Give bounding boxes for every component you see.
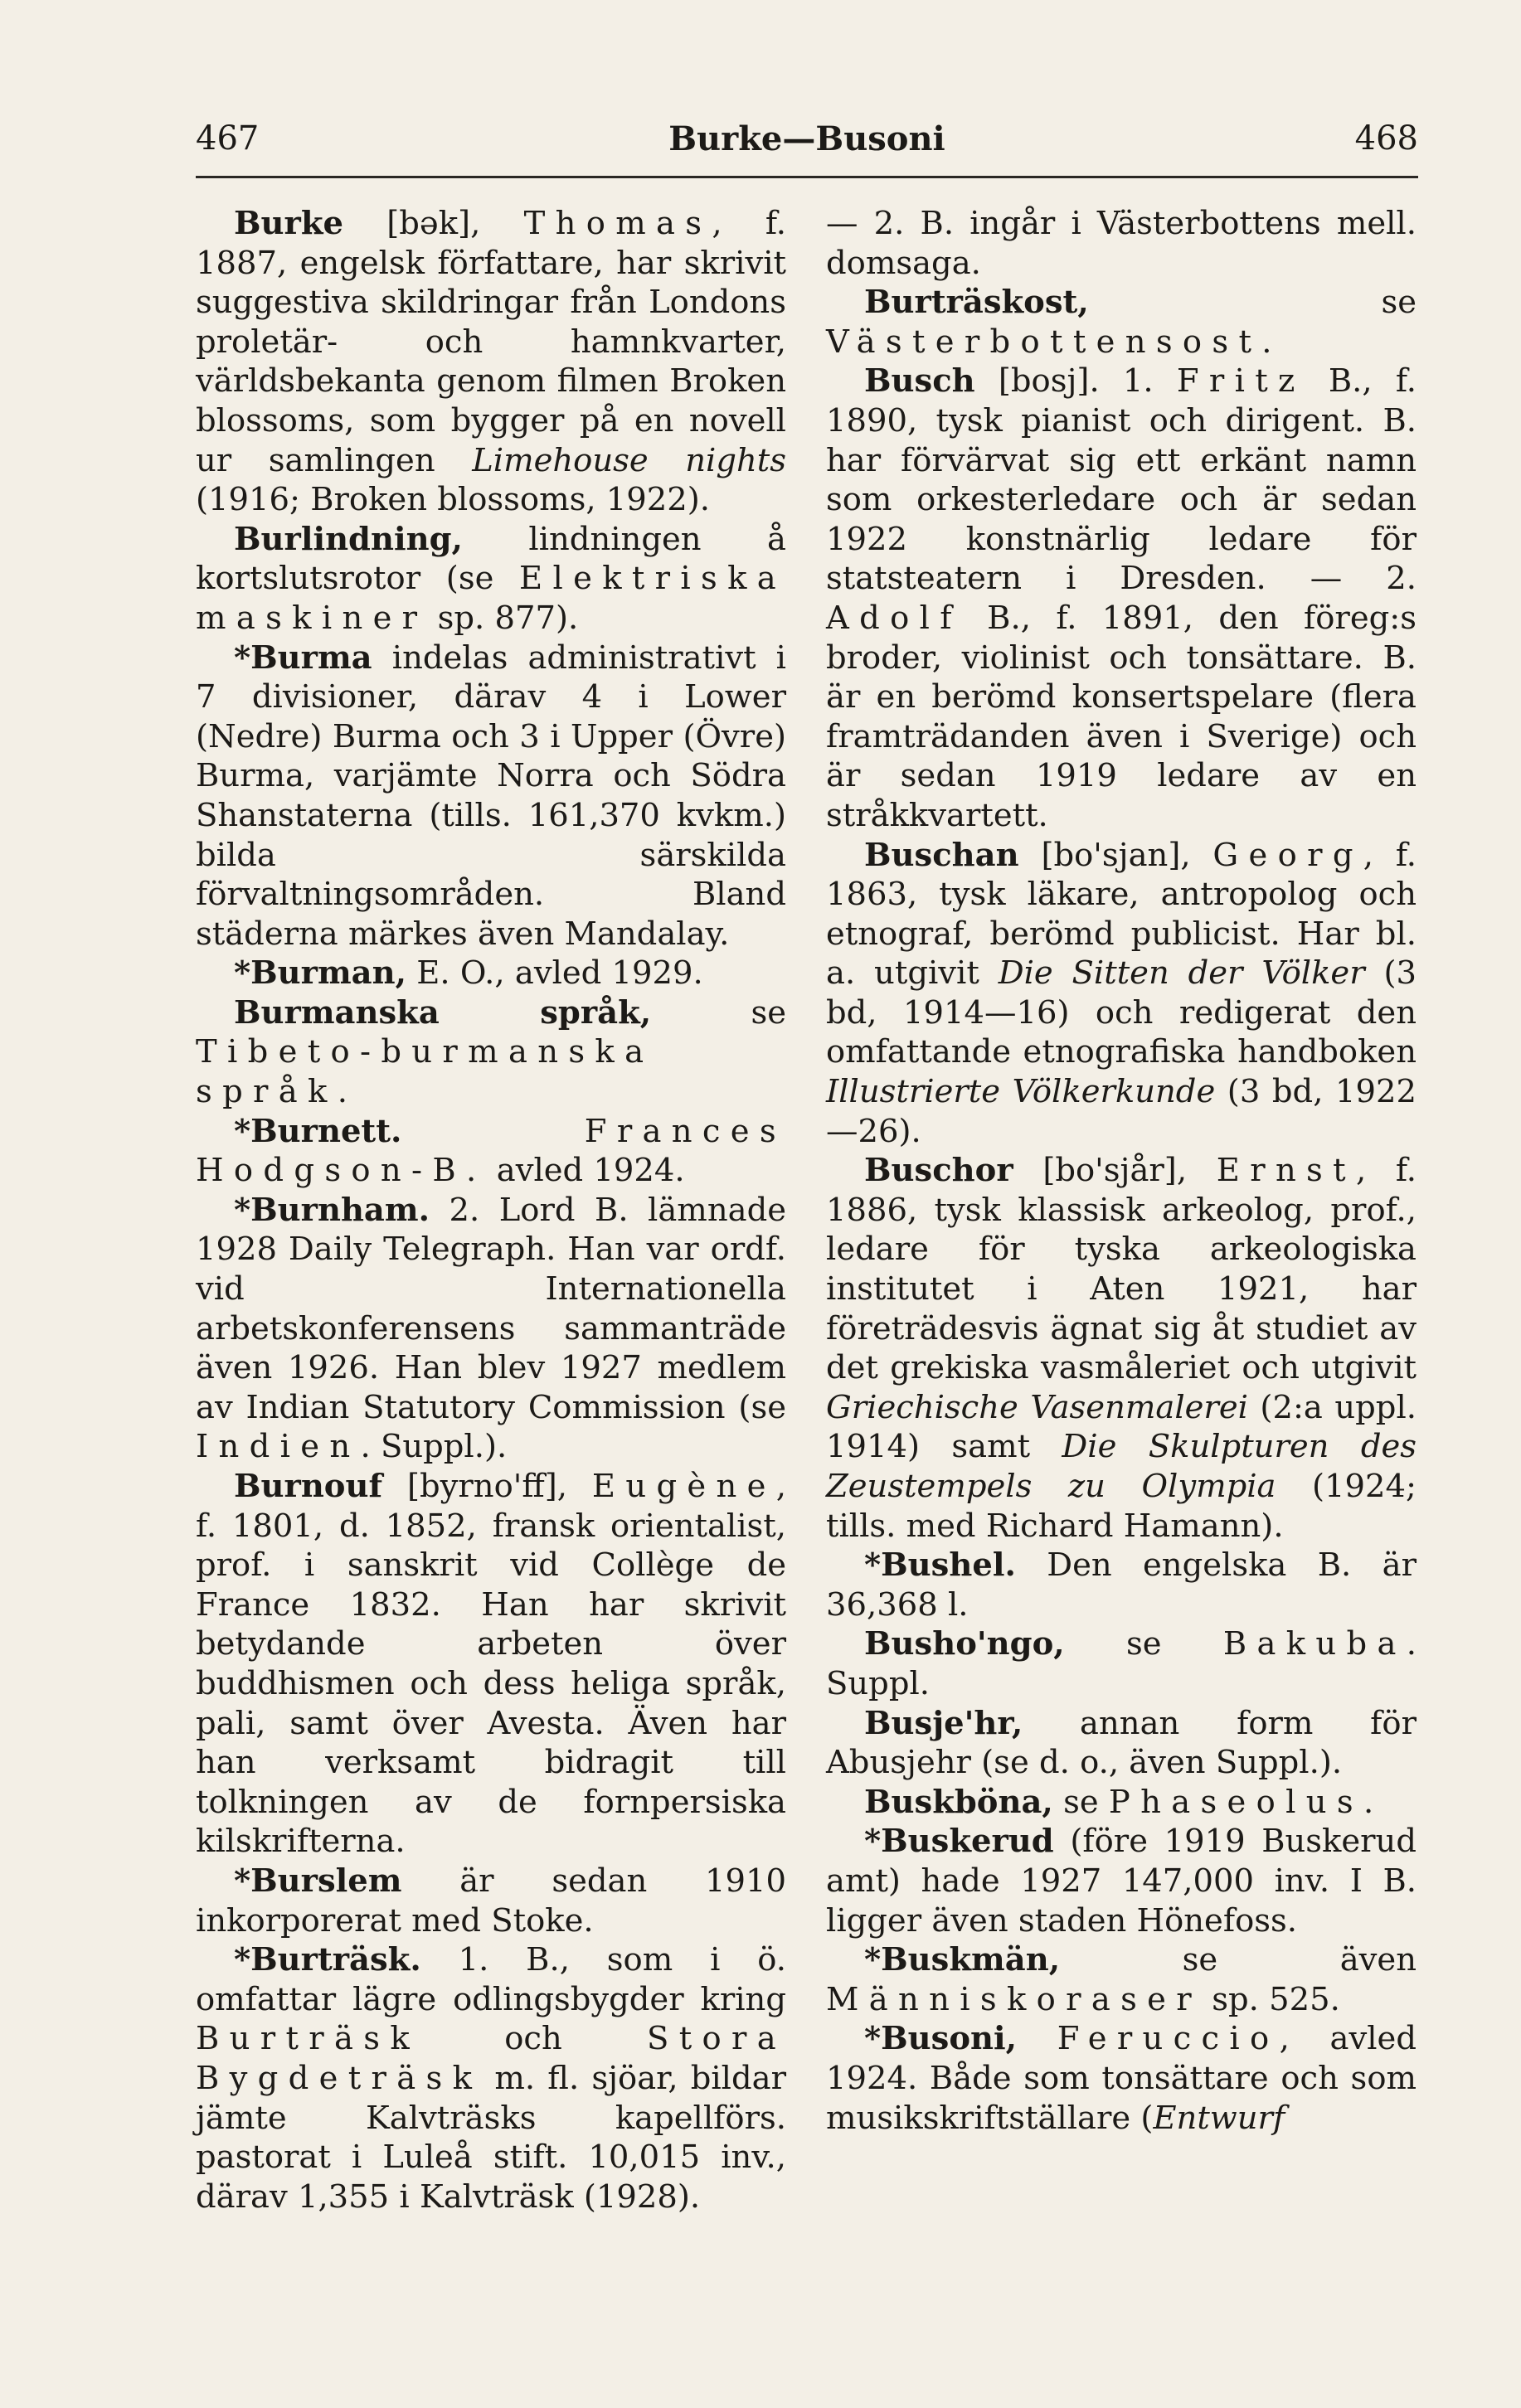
dictionary-entry: *Buskmän, se även Människoraser sp. 525.: [826, 1941, 1417, 2018]
spaced-name: Adolf: [826, 599, 962, 637]
entry-headword: Burmanska språk,: [234, 993, 652, 1032]
entry-headword: *Bushel.: [864, 1546, 1016, 1585]
dictionary-entry: Burträskost, se Västerbottensost.: [826, 284, 1417, 361]
entry-headword: Burnouf: [234, 1468, 383, 1505]
spaced-name: Människoraser: [826, 1980, 1203, 2018]
italic-title: Die Sitten der Völker: [998, 954, 1365, 993]
spaced-name: Elektriska maskiner: [196, 560, 786, 637]
running-title: Burke—Busoni: [668, 119, 945, 158]
dictionary-entry: *Burslem är sedan 1910 inkorporerat med Stoke.: [196, 1862, 786, 1940]
entry-headword: *Burnham.: [234, 1191, 430, 1229]
italic-title: Griechische Vasenmalerei: [826, 1388, 1248, 1426]
entry-headword: Buschor: [864, 1152, 1013, 1190]
spaced-name: Tibeto-burmanska språk: [196, 1033, 654, 1111]
entry-headword: *Burslem: [234, 1862, 402, 1900]
dictionary-entry: Busje'hr, annan form för Abusjehr (se d. o., även Suppl.).: [826, 1704, 1417, 1782]
dictionary-entry: Buschor [bo'sjår], Ernst, f. 1886, tysk klassisk arkeolog, prof., ledare för tyska arkeologiska institutet i Aten 1921, har företrädesvis ägnat sig åt studiet av det grekiska vasmåleriet och utgivit Griechische Vasenmalerei (2:a uppl. 1914) samt Die Skulpturen des Zeustempels zu Olympia (1924; tills. med Richard Hamann).: [826, 1152, 1417, 1545]
spaced-name: Ernst: [1216, 1152, 1356, 1190]
dictionary-entry: *Bushel. Den engelska B. är 36,368 l.: [826, 1546, 1417, 1624]
dictionary-entry: Busch [bosj]. 1. Fritz B., f. 1890, tysk pianist och dirigent. B. har förvärvat sig ett erkänt namn som orkesterledare och är sedan 1922 konstnärlig ledare för statsteatern i Dresden. — 2. Adolf B., f. 1891, den föreg:s broder, violinist och tonsättare. B. är en berömd konsertspelare (flera framträdanden även i Sverige) och är sedan 1919 ledare av en stråkkvartett.: [826, 362, 1417, 834]
spaced-name: Fritz: [1176, 362, 1305, 401]
entry-headword: Buskböna,: [864, 1783, 1053, 1821]
dictionary-entry: Burlindning, lindningen å kortslutsrotor (se Elektriska maskiner sp. 877).: [196, 520, 786, 637]
dictionary-entry: Buskböna, se Phaseolus.: [864, 1783, 1374, 1821]
spaced-name: Feruccio: [1057, 2020, 1280, 2058]
italic-title: Die Skulpturen des Zeustempels zu Olympia: [826, 1428, 1417, 1505]
italic-title: Limehouse nights: [472, 441, 787, 479]
dictionary-entry: *Busoni, Feruccio, avled 1924. Både som tonsättare och som musikskriftställare (Entwurf: [826, 2020, 1417, 2137]
header-rule: [196, 176, 1418, 178]
entry-headword: *Burma: [234, 638, 372, 677]
spaced-name: Georg: [1212, 836, 1363, 874]
dictionary-entry: Buschan [bo'sjan], Georg, f. 1863, tysk läkare, antropolog och etnograf, berömd publicist. Har bl. a. utgivit Die Sitten der Völker (3 bd, 1914—16) och redigerat den omfattande etnografiska handboken Illustrierte Völkerkunde (3 bd, 1922—26).: [826, 836, 1417, 1150]
dictionary-entry: — 2. B. ingår i Västerbottens mell. domsaga.: [826, 205, 1417, 282]
page-number-left: 467: [196, 119, 260, 158]
italic-title: Entwurf: [1153, 2099, 1285, 2137]
spaced-name: Phaseolus: [1108, 1783, 1363, 1821]
entry-headword: Buschan: [864, 836, 1019, 874]
dictionary-entry: *Burma indelas administrativt i 7 divisioner, därav 4 i Lower (Nedre) Burma och 3 i Upper (Övre) Burma, varjämte Norra och Södra Shanstaterna (tills. 161,370 kvkm.) bilda särskilda förvaltningsområden. Bland städerna märkes även Mandalay.: [196, 638, 786, 953]
spaced-name: Thomas: [523, 205, 712, 242]
page-header: [196, 106, 1418, 172]
entry-headword: *Busoni,: [864, 2020, 1018, 2058]
dictionary-entry: *Burnett. Frances Hodgson-B. avled 1924.: [196, 1112, 786, 1190]
entry-headword: Burke: [234, 205, 343, 242]
right-column: [826, 204, 1417, 2138]
entry-headword: Busho'ngo,: [864, 1625, 1065, 1663]
dictionary-entry: *Burnham. 2. Lord B. lämnade 1928 Daily Telegraph. Han var ordf. vid Internationella arbetskonferensens sammanträde även 1926. Han blev 1927 medlem av Indian Statutory Commission (se Indien. Suppl.).: [196, 1191, 786, 1466]
dictionary-entry: Burke [bək], Thomas, f. 1887, engelsk författare, har skrivit suggestiva skildringar från Londons proletär- och hamnkvarter, världsbekanta genom filmen Broken blossoms, som bygger på en novell ur samlingen Limehouse nights (1916; Broken blossoms, 1922).: [196, 205, 787, 519]
italic-title: Illustrierte Völkerkunde: [826, 1073, 1216, 1111]
dictionary-entry: Burnouf [byrno'ff], Eugène, f. 1801, d. 1852, fransk orientalist, prof. i sanskrit vid Collège de France 1832. Han har skrivit betydande arbeten över buddhismen och dess heliga språk, pali, samt över Avesta. Även har han verksamt bidragit till tolkningen av de fornpersiska kilskrifterna.: [196, 1468, 786, 1861]
entry-headword: *Burnett.: [234, 1112, 402, 1150]
entry-headword: Burträskost,: [864, 284, 1089, 322]
spaced-name: Bakuba: [1222, 1625, 1407, 1663]
spaced-name: Burträsk: [196, 2020, 420, 2058]
dictionary-entry: *Burträsk. 1. B., som i ö. omfattar lägre odlingsbygder kring Burträsk och Stora Bygdeträsk m. fl. sjöar, bildar jämte Kalvträsks kapellförs. pastorat i Luleå stift. 10,015 inv., därav 1,355 i Kalvträsk (1928).: [196, 1941, 786, 2216]
page-number-right: 468: [1354, 119, 1418, 158]
entry-headword: *Buskerud: [864, 1823, 1054, 1861]
left-column: [196, 204, 786, 2216]
dictionary-entry: *Buskerud (före 1919 Buskerud amt) hade 1927 147,000 inv. I B. ligger även staden Hönefoss.: [826, 1823, 1417, 1940]
entry-headword: Busch: [864, 362, 975, 401]
spaced-name: Frances Hodgson-B.: [196, 1112, 786, 1190]
entry-headword: Busje'hr,: [864, 1704, 1023, 1742]
spaced-name: Indien: [196, 1428, 361, 1466]
spaced-name: Eugène: [591, 1468, 776, 1505]
dictionary-entry: *Burman, E. O., avled 1929.: [234, 954, 703, 993]
entry-headword: *Burman,: [234, 954, 407, 993]
dictionary-entry: Burmanska språk, se Tibeto-burmanska språk.: [196, 993, 786, 1111]
entry-headword: Burlindning,: [234, 520, 463, 558]
dictionary-entry: Busho'ngo, se Bakuba. Suppl.: [826, 1625, 1417, 1702]
spaced-name: Stora Bygdeträsk: [196, 2020, 786, 2097]
spaced-name: Västerbottensost: [826, 323, 1262, 361]
entry-headword: *Buskmän,: [864, 1941, 1061, 1979]
entry-headword: *Burträsk.: [234, 1941, 421, 1979]
